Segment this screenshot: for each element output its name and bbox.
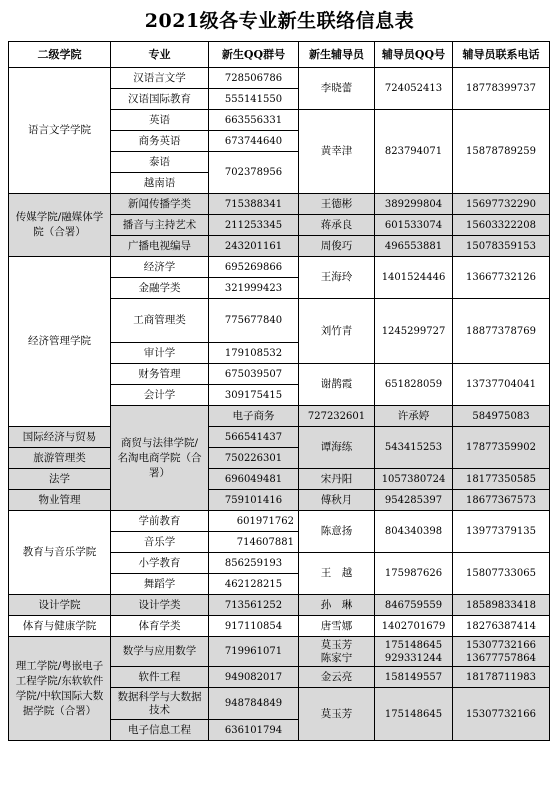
counselor-phone-cell: 18177350585 bbox=[453, 469, 550, 490]
counselor-phone: 13677757864 bbox=[466, 652, 536, 664]
counselor-phone-cell: 18276387414 bbox=[453, 616, 550, 637]
college-cell: 理工学院/粤嵌电子工程学院/东软软件学院/中软国际大数据学院（合署） bbox=[9, 637, 111, 741]
major-cell: 国际经济与贸易 bbox=[9, 427, 111, 448]
qq-group-cell: 243201161 bbox=[209, 236, 299, 257]
major-cell: 电子商务 bbox=[209, 406, 299, 427]
counselor-qq-cell bbox=[375, 637, 453, 667]
major-cell: 审计学 bbox=[111, 343, 209, 364]
counselor-phone-cell: 15697732290 bbox=[453, 194, 550, 215]
page-title: 2021级各专业新生联络信息表 bbox=[144, 10, 415, 32]
major-cell: 物业管理 bbox=[9, 490, 111, 511]
counselor-qq-cell: 823794071 bbox=[375, 110, 453, 194]
qq-group-cell: 675039507 bbox=[209, 364, 299, 385]
counselor-phone-cell: 18877378769 bbox=[453, 299, 550, 364]
qq-group-cell: 949082017 bbox=[209, 667, 299, 688]
qq-group-cell: 462128215 bbox=[209, 574, 299, 595]
qq-group-cell: 715388341 bbox=[209, 194, 299, 215]
table-row bbox=[9, 257, 550, 278]
counselor-qq-cell: 543415253 bbox=[375, 427, 453, 469]
counselor-phone-cell: 13667732126 bbox=[453, 257, 550, 299]
counselor-qq-cell: 1057380724 bbox=[375, 469, 453, 490]
qq-group-cell: 759101416 bbox=[209, 490, 299, 511]
counselor-phone-cell: 18178711983 bbox=[453, 667, 550, 688]
table-row bbox=[9, 595, 550, 616]
qq-group-cell: 948784849 bbox=[209, 688, 299, 720]
counselor-cell: 许承婷 bbox=[375, 406, 453, 427]
major-cell: 电子信息工程 bbox=[111, 720, 209, 741]
major-cell: 越南语 bbox=[111, 173, 209, 194]
qq-group-cell: 714607881 bbox=[209, 532, 299, 553]
counselor-cell: 黄幸津 bbox=[299, 110, 375, 194]
counselor-qq: 929331244 bbox=[384, 652, 443, 664]
counselor-qq-cell: 389299804 bbox=[375, 194, 453, 215]
qq-group-cell: 719961071 bbox=[209, 637, 299, 667]
major-cell: 新闻传播学类 bbox=[111, 194, 209, 215]
counselor-phone-cell: 15878789259 bbox=[453, 110, 550, 194]
qq-group-cell: 663556331 bbox=[209, 110, 299, 131]
counselor-cell: 唐雪娜 bbox=[299, 616, 375, 637]
major-cell: 英语 bbox=[111, 110, 209, 131]
counselor-cell: 王德彬 bbox=[299, 194, 375, 215]
qq-group-cell: 750226301 bbox=[209, 448, 299, 469]
major-cell: 财务管理 bbox=[111, 364, 209, 385]
qq-group-cell: 775677840 bbox=[209, 299, 299, 343]
header-college: 二级学院 bbox=[9, 42, 111, 68]
qq-group-cell: 309175415 bbox=[209, 385, 299, 406]
qq-group-cell: 211253345 bbox=[209, 215, 299, 236]
qq-group-cell: 696049481 bbox=[209, 469, 299, 490]
counselor-qq-cell: 954285397 bbox=[375, 490, 453, 511]
counselor-phone: 15307732166 bbox=[466, 639, 536, 651]
major-cell: 体育学类 bbox=[111, 616, 209, 637]
qq-group-cell: 555141550 bbox=[209, 89, 299, 110]
counselor-phone-cell: 15603322208 bbox=[453, 215, 550, 236]
counselor-cell: 傅秋月 bbox=[299, 490, 375, 511]
major-cell: 学前教育 bbox=[111, 511, 209, 532]
counselor-phone-cell: 18778399737 bbox=[453, 68, 550, 110]
counselor-phone-cell: 17877359902 bbox=[453, 427, 550, 469]
table-row bbox=[9, 427, 550, 448]
counselor-qq-cell: 651828059 bbox=[375, 364, 453, 406]
counselor-qq-cell: 584975083 bbox=[453, 406, 550, 427]
counselor-qq-cell: 1402701679 bbox=[375, 616, 453, 637]
college-cell: 教育与音乐学院 bbox=[9, 511, 111, 595]
counselor-phone-cell: 18589833418 bbox=[453, 595, 550, 616]
major-cell: 音乐学 bbox=[111, 532, 209, 553]
header-major: 专业 bbox=[111, 42, 209, 68]
table-row bbox=[9, 637, 550, 667]
major-cell: 设计学类 bbox=[111, 595, 209, 616]
counselor-qq-cell: 846759559 bbox=[375, 595, 453, 616]
college-cell: 传媒学院/融媒体学院（合署） bbox=[9, 194, 111, 257]
major-cell: 小学教育 bbox=[111, 553, 209, 574]
counselor-cell: 莫玉芳 bbox=[299, 688, 375, 741]
college-cell: 商贸与法律学院/名淘电商学院（合署） bbox=[111, 406, 209, 511]
table-row bbox=[9, 511, 550, 532]
counselor-phone-cell: 15307732166 bbox=[453, 688, 550, 741]
qq-group-cell: 673744640 bbox=[209, 131, 299, 152]
major-cell: 金融学类 bbox=[111, 278, 209, 299]
major-cell: 会计学 bbox=[111, 385, 209, 406]
qq-group-cell: 856259193 bbox=[209, 553, 299, 574]
major-cell: 经济学 bbox=[111, 257, 209, 278]
table-header-row bbox=[9, 42, 550, 68]
counselor-qq-cell: 1401524446 bbox=[375, 257, 453, 299]
counselor-cell: 蒋承良 bbox=[299, 215, 375, 236]
counselor-qq-cell: 175987626 bbox=[375, 553, 453, 595]
counselor-cell: 王海玲 bbox=[299, 257, 375, 299]
counselor-cell: 陈意扬 bbox=[299, 511, 375, 553]
header-qq-group: 新生QQ群号 bbox=[209, 42, 299, 68]
major-cell: 旅游管理类 bbox=[9, 448, 111, 469]
qq-group-cell: 566541437 bbox=[209, 427, 299, 448]
counselor-cell: 金云亮 bbox=[299, 667, 375, 688]
table-row bbox=[9, 490, 550, 511]
counselor-phone-cell: 15078359153 bbox=[453, 236, 550, 257]
counselor-name: 莫玉芳 bbox=[320, 638, 353, 651]
major-cell: 法学 bbox=[9, 469, 111, 490]
counselor-qq-cell: 804340398 bbox=[375, 511, 453, 553]
table-row bbox=[9, 194, 550, 215]
college-cell: 体育与健康学院 bbox=[9, 616, 111, 637]
major-cell: 数学与应用数学 bbox=[111, 637, 209, 667]
major-cell: 泰语 bbox=[111, 152, 209, 173]
counselor-qq-cell: 724052413 bbox=[375, 68, 453, 110]
major-cell: 软件工程 bbox=[111, 667, 209, 688]
counselor-qq-cell: 1245299727 bbox=[375, 299, 453, 364]
counselor-cell bbox=[299, 637, 375, 667]
counselor-cell: 刘竹青 bbox=[299, 299, 375, 364]
counselor-cell: 孙 琳 bbox=[299, 595, 375, 616]
major-cell: 汉语言文学 bbox=[111, 68, 209, 89]
counselor-cell: 王 越 bbox=[299, 553, 375, 595]
header-counselor-qq: 辅导员QQ号 bbox=[375, 42, 453, 68]
counselor-phone-cell: 13737704041 bbox=[453, 364, 550, 406]
counselor-qq-cell: 601533074 bbox=[375, 215, 453, 236]
table-row bbox=[9, 68, 550, 89]
counselor-qq-cell: 496553881 bbox=[375, 236, 453, 257]
college-cell: 语言文学学院 bbox=[9, 68, 111, 194]
counselor-cell: 谭海练 bbox=[299, 427, 375, 469]
qq-group-cell: 179108532 bbox=[209, 343, 299, 364]
counselor-phone-cell: 15807733065 bbox=[453, 553, 550, 595]
major-cell: 汉语国际教育 bbox=[111, 89, 209, 110]
major-cell: 广播电视编导 bbox=[111, 236, 209, 257]
major-cell: 舞蹈学 bbox=[111, 574, 209, 595]
counselor-cell: 宋丹阳 bbox=[299, 469, 375, 490]
major-cell: 数据科学与大数据技术 bbox=[111, 688, 209, 720]
counselor-cell: 李晓蕾 bbox=[299, 68, 375, 110]
counselor-phone-cell: 13977379135 bbox=[453, 511, 550, 553]
qq-group-cell: 917110854 bbox=[209, 616, 299, 637]
contact-table bbox=[8, 41, 550, 741]
table-row bbox=[9, 616, 550, 637]
qq-group-cell: 713561252 bbox=[209, 595, 299, 616]
qq-group-cell: 695269866 bbox=[209, 257, 299, 278]
major-cell: 工商管理类 bbox=[111, 299, 209, 343]
counselor-name: 陈家宁 bbox=[320, 651, 353, 664]
qq-group-cell: 728506786 bbox=[209, 68, 299, 89]
counselor-cell: 周俊巧 bbox=[299, 236, 375, 257]
qq-group-cell: 702378956 bbox=[209, 152, 299, 194]
major-cell: 播音与主持艺术 bbox=[111, 215, 209, 236]
counselor-qq: 175148645 bbox=[384, 639, 443, 651]
counselor-cell: 谢鹊霞 bbox=[299, 364, 375, 406]
header-counselor: 新生辅导员 bbox=[299, 42, 375, 68]
qq-group-cell: 321999423 bbox=[209, 278, 299, 299]
major-cell: 商务英语 bbox=[111, 131, 209, 152]
college-cell: 经济管理学院 bbox=[9, 257, 111, 427]
table-row bbox=[9, 469, 550, 490]
qq-group-cell: 727232601 bbox=[299, 406, 375, 427]
qq-group-cell: 601971762 bbox=[209, 511, 299, 532]
qq-group-cell: 636101794 bbox=[209, 720, 299, 741]
counselor-qq-cell: 158149557 bbox=[375, 667, 453, 688]
header-counselor-phone: 辅导员联系电话 bbox=[453, 42, 550, 68]
counselor-phone-cell: 18677367573 bbox=[453, 490, 550, 511]
counselor-phone-cell bbox=[453, 637, 550, 667]
counselor-qq-cell: 175148645 bbox=[375, 688, 453, 741]
college-cell: 设计学院 bbox=[9, 595, 111, 616]
